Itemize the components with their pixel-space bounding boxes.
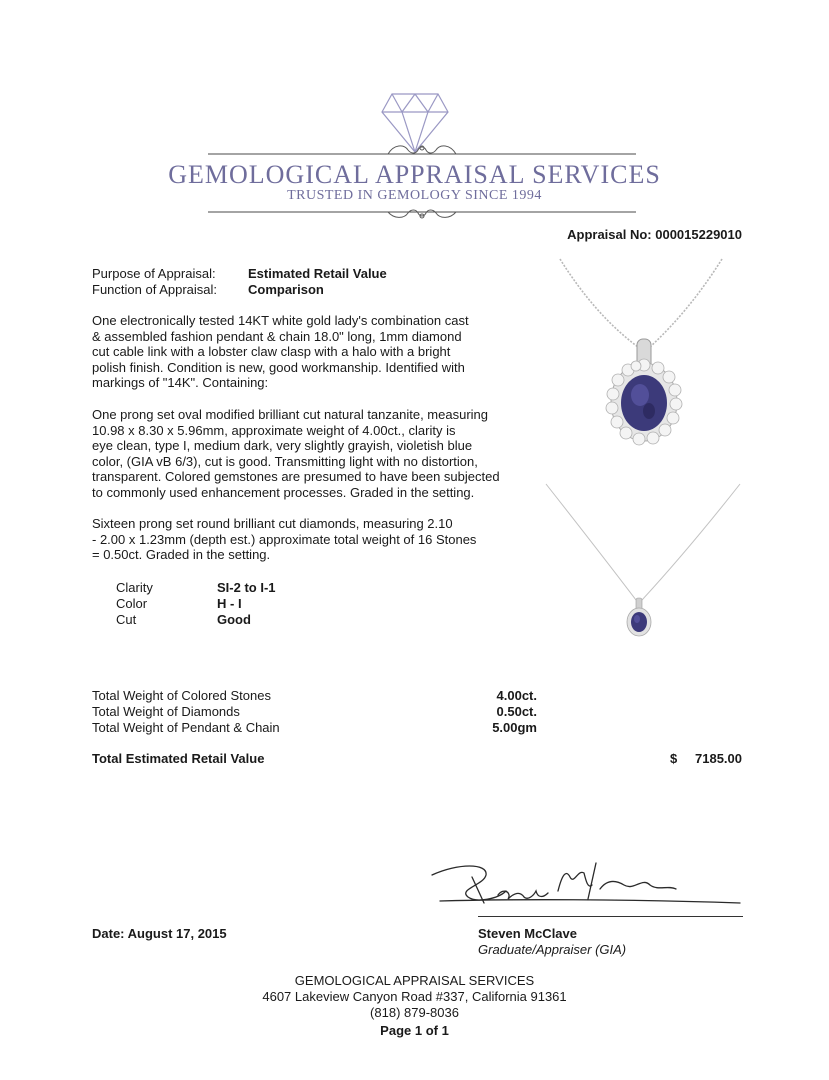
description-line: One electronically tested 14KT white gold lady's combination cast (92, 313, 469, 328)
description-line: to commonly used enhancement processes. Graded in the setting. (92, 484, 475, 500)
footer-address: 4607 Lakeview Canyon Road #337, California 91361 (262, 989, 567, 1004)
description-paragraph-diamonds (92, 516, 532, 563)
description-line: - 2.00 x 1.23mm (depth est.) approximate total weight of 16 Stones (92, 531, 477, 547)
signature-line (478, 916, 743, 917)
footer-phone: (818) 879-8036 (370, 1005, 459, 1020)
company-tagline: TRUSTED IN GEMOLOGY SINCE 1994 (287, 188, 542, 203)
description-line: cut cable link with a lobster claw clasp with a halo with a bright (92, 344, 451, 360)
description-line: markings of "14K". Containing: (92, 375, 269, 391)
total-label-colored-stones: Total Weight of Colored Stones (92, 688, 271, 703)
grade-value-cut: Good (217, 612, 251, 627)
description-line: & assembled fashion pendant & chain 18.0" long, 1mm diamond (92, 328, 462, 344)
description-line: color, (GIA vB 6/3), cut is good. Transmitting light with no distortion, (92, 453, 478, 469)
bottom-ornament-divider (208, 203, 636, 221)
page-number: Page 1 of 1 (380, 1023, 449, 1038)
appraisal-number: Appraisal No: 000015229010 (567, 227, 742, 242)
top-ornament-divider (208, 142, 636, 160)
appraiser-signature (428, 855, 744, 917)
grade-value-color: H - I (217, 596, 242, 611)
grade-label-color: Color (116, 596, 148, 611)
total-label-pendant-chain: Total Weight of Pendant & Chain (92, 720, 280, 735)
description-line: eye clean, type I, medium dark, very slightly grayish, violetish blue (92, 438, 473, 454)
description-paragraph-tanzanite (92, 407, 532, 501)
description-line: = 0.50ct. Graded in the setting. (92, 547, 271, 563)
retail-currency-symbol: $ (670, 751, 678, 766)
description-line: One prong set oval modified brilliant cut natural tanzanite, measuring (92, 407, 488, 422)
purpose-value: Estimated Retail Value (248, 266, 387, 281)
footer-company: GEMOLOGICAL APPRAISAL SERVICES (294, 973, 535, 988)
total-value-colored-stones: 4.00ct. (496, 688, 537, 703)
function-label: Function of Appraisal: (92, 282, 218, 297)
appraiser-name: Steven McClave (478, 926, 577, 941)
pendant-photo-closeup (550, 255, 750, 465)
grade-label-clarity: Clarity (116, 580, 153, 595)
grade-label-cut: Cut (116, 612, 137, 627)
retail-value-amount: 7185.00 (695, 751, 742, 766)
description-line: Sixteen prong set round brilliant cut diamonds, measuring 2.10 (92, 516, 453, 531)
total-label-diamonds: Total Weight of Diamonds (92, 704, 240, 719)
description-line: 10.98 x 8.30 x 5.96mm, approximate weight of 4.00ct., clarity is (92, 422, 456, 438)
retail-value-label: Total Estimated Retail Value (92, 751, 265, 766)
grade-value-clarity: SI-2 to I-1 (217, 580, 276, 595)
description-line: transparent. Colored gemstones are presumed to have been subjected (92, 469, 500, 485)
description-paragraph-metal (92, 313, 532, 391)
pendant-photo-full (538, 480, 748, 660)
purpose-label: Purpose of Appraisal: (92, 266, 216, 281)
appraiser-title: Graduate/Appraiser (GIA) (478, 942, 627, 957)
appraisal-date: Date: August 17, 2015 (92, 926, 227, 941)
description-line: polish finish. Condition is new, good workmanship. Identified with (92, 359, 465, 375)
total-value-pendant-chain: 5.00gm (492, 720, 537, 735)
function-value: Comparison (248, 282, 324, 297)
total-value-diamonds: 0.50ct. (496, 704, 537, 719)
company-name-logo: GEMOLOGICAL APPRAISAL SERVICES (168, 160, 661, 189)
